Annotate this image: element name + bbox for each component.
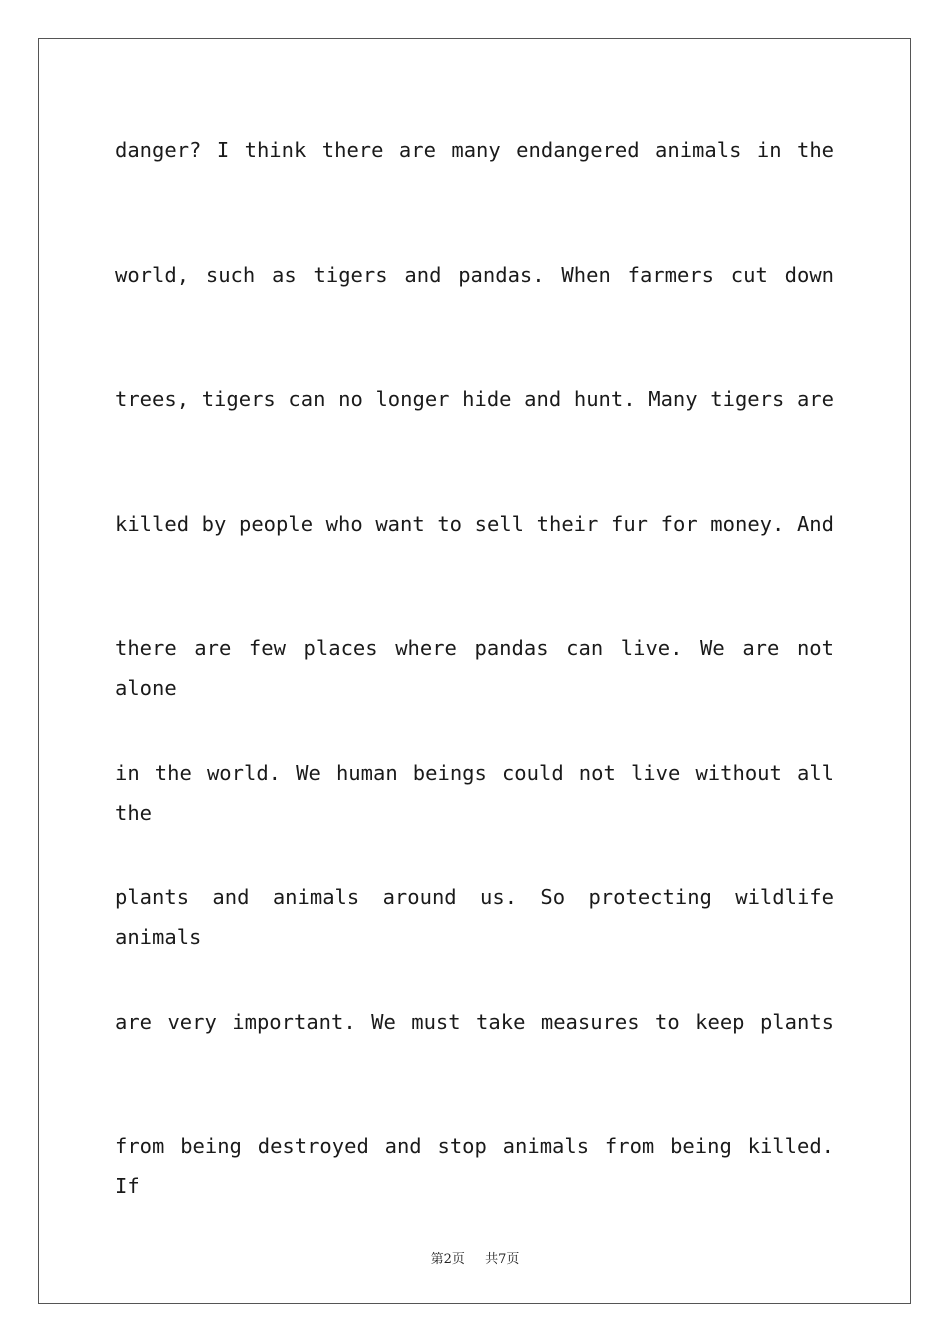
page-footer [0,1248,950,1267]
text-line: killed by people who want to sell their fur for money. And [115,511,834,536]
text-line: world, such as tigers and pandas. When farmers cut down [115,262,834,287]
text-line: danger? I think there are many endangered animals in the [115,138,834,162]
document-body [115,130,834,1251]
page-number-current: 第2页 [430,1252,465,1267]
text-line: trees, tigers can no longer hide and hunt. Many tigers are [115,387,834,411]
text-line: in the world. We human beings could not live without all the [115,760,834,825]
page-number-total: 共7页 [485,1252,520,1267]
text-line: from being destroyed and stop animals from being killed. If [115,1134,834,1198]
text-line: are very important. We must take measures to keep plants [115,1009,834,1034]
text-line: there are few places where pandas can live. We are not alone [115,636,834,700]
text-line: plants and animals around us. So protecting wildlife animals [115,885,834,949]
